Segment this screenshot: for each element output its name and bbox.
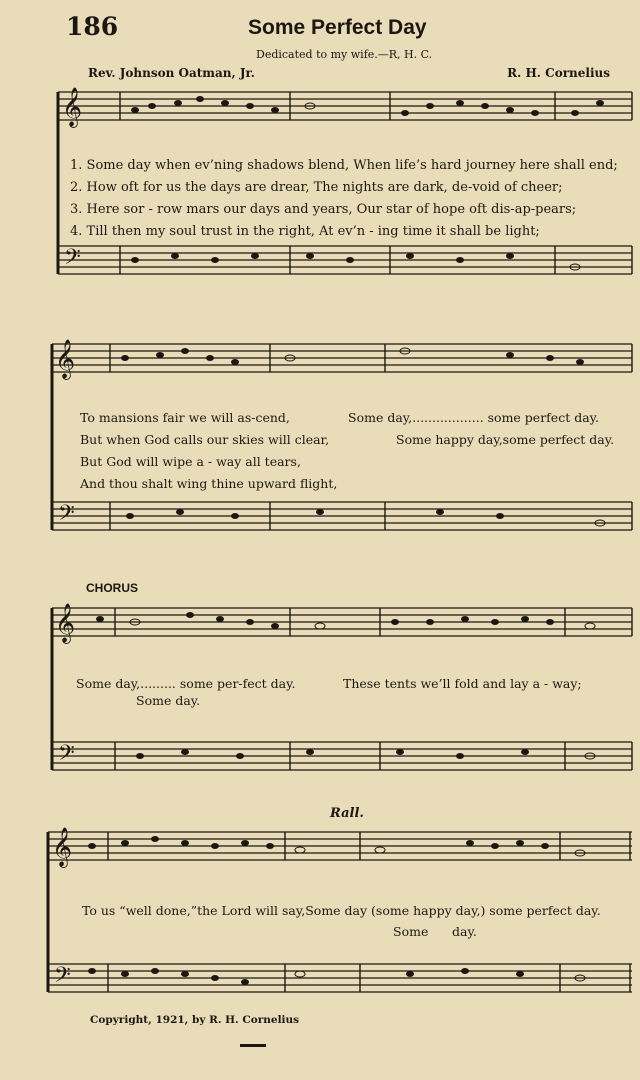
dedication: Dedicated to my wife.—R, H. C. [256,48,433,61]
chorus-echo-2-b: day. [452,924,477,939]
copyright-notice: Copyright, 1921, by R. H. Cornelius [90,1014,300,1026]
treble-clef-icon: 𝄞 [62,87,83,127]
tempo-rall: Rall. [330,806,364,821]
page-dash-mark [240,1044,266,1047]
verse-3-line-1: 3. Here sor - row mars our days and years, Our star of hope oft dis-ap-pears; [70,202,577,217]
verse-1-line-1: 1. Some day when ev’ning shadows blend, When life’s hard journey here shall end; [70,158,618,173]
verse-4-line-1: 4. Till then my soul trust in the right, At ev’n - ing time it shall be light; [70,224,540,239]
verse-2-line-2: But when God calls our skies will clear, [80,432,330,447]
treble-staff [58,92,632,120]
song-title: Some Perfect Day [248,16,427,39]
verse-4-line-2: And thou shalt wing thine upward flight, [80,476,338,491]
music-system-4 [0,824,640,1014]
lyricist-credit: Rev. Johnson Oatman, Jr. [88,66,255,80]
refrain-first: Some day,.................. some perfect day. [348,410,600,425]
chorus-line-2: To us “well done,”the Lord will say,Some day (some happy day,) some perfect day. [82,903,601,918]
bass-clef-icon: 𝄢 [54,963,71,993]
chorus-echo-1: Some day. [136,693,201,708]
bass-clef-icon: 𝄢 [58,501,75,531]
composer-credit: R. H. Cornelius [507,66,610,80]
page-number: 186 [66,12,119,41]
verse-2-line-1: 2. How oft for us the days are drear, The nights are dark, de-void of cheer; [70,180,563,195]
treble-clef-icon: 𝄞 [55,603,76,643]
verse-3-line-2: But God will wipe a - way all tears, [80,454,301,469]
music-system-3 [0,600,640,790]
treble-clef-icon: 𝄞 [52,827,73,867]
chorus-line-1-b: These tents we’ll fold and lay a - way; [343,676,582,691]
chorus-echo-2-a: Some [393,924,429,939]
treble-clef-icon: 𝄞 [55,339,76,379]
verse-1-line-2: To mansions fair we will as-cend, [80,410,290,425]
chorus-label: CHORUS [86,581,139,595]
bass-staff [58,246,632,274]
refrain-second: Some happy day,some perfect day. [396,432,615,447]
chorus-line-1-a: Some day,......... some per-fect day. [76,676,296,691]
bass-clef-icon: 𝄢 [64,245,81,275]
bass-clef-icon: 𝄢 [58,741,75,771]
